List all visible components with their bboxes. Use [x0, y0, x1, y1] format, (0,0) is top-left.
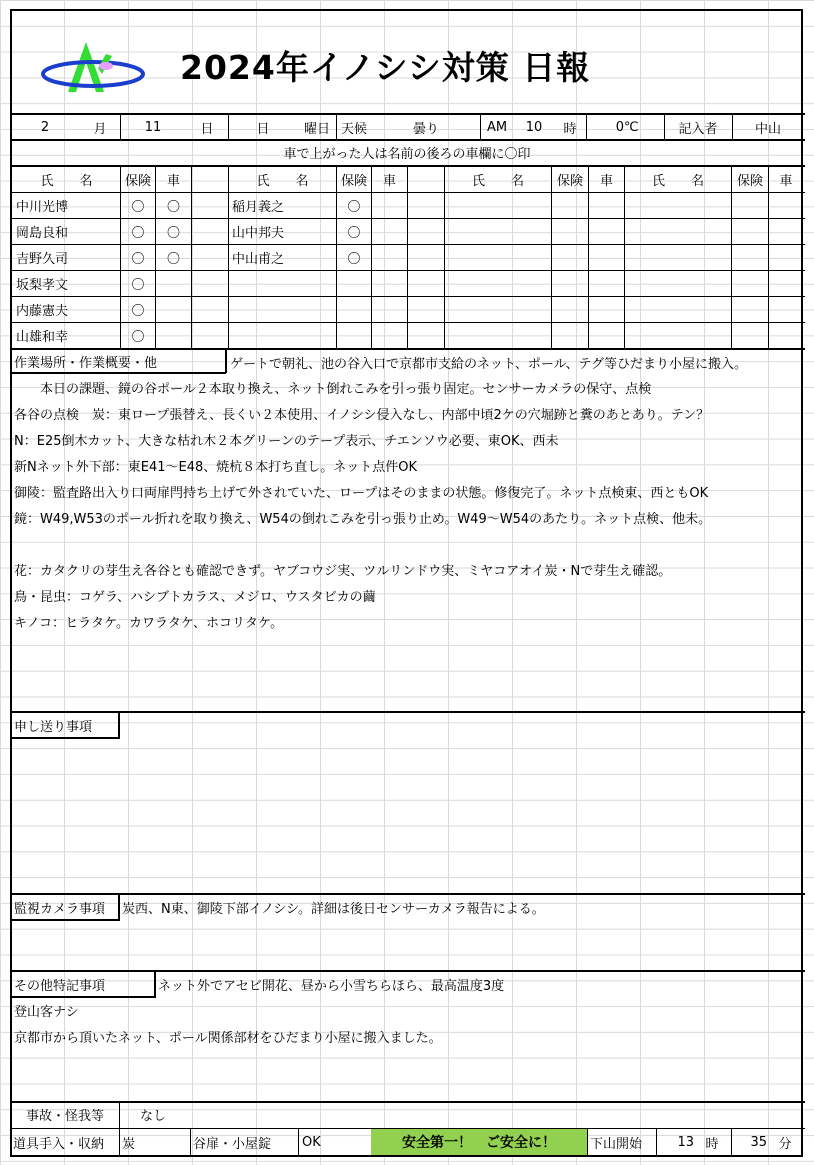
member-insurance-mark[interactable]: 〇 [131, 278, 145, 293]
descent-minute[interactable]: 35 [750, 1134, 767, 1150]
other-line-2[interactable]: 登山客ナシ [14, 1004, 79, 1020]
work-note-line[interactable]: 各谷の点検 炭：東ロープ張替え、長くい２本使用、イノシシ侵入なし、内部中頃2ケの穴堀跡と糞のあとあり。テン？ [14, 407, 710, 423]
member-name[interactable]: 岡島良和 [16, 226, 69, 241]
descent-label: 下山開始 [590, 1136, 643, 1152]
camera-notes[interactable]: 炭西、N東、御陵下部イノシシ。詳細は後日センサーカメラ報告による。 [122, 901, 545, 917]
work-note-line[interactable]: 花：カタクリの芽生え各谷とも確認できず。ヤブコウジ実、ツルリンドウ実、ミヤコアオイ炭・Nで芽生え確認。 [14, 563, 672, 579]
day-unit: 日 [200, 121, 214, 137]
descent-minute-unit: 分 [778, 1136, 792, 1152]
weekday-value[interactable]: 日 [256, 121, 270, 137]
member-car-mark[interactable] [157, 297, 190, 322]
member-name[interactable]: 中川光博 [16, 200, 69, 215]
ampm-value[interactable]: AM [486, 119, 508, 135]
name-column-header: 氏 名 [40, 174, 93, 189]
recorder-value[interactable]: 中山 [754, 121, 781, 137]
other-line-3[interactable]: 京都市から頂いたネット、ポール関係部材をひだまり小屋に搬入ました。 [14, 1030, 442, 1046]
member-name[interactable]: 吉野久司 [16, 252, 69, 267]
gate-value[interactable]: OK [302, 1134, 321, 1150]
accident-label: 事故・怪我等 [25, 1109, 104, 1124]
camera-label: 監視カメラ事項 [14, 901, 106, 917]
insurance-column-header: 保険 [340, 174, 367, 189]
temperature-value[interactable]: 0 [615, 119, 624, 135]
member-name[interactable]: 坂梨孝文 [16, 278, 69, 293]
hour-value[interactable]: 10 [525, 119, 543, 135]
car-column-header: 車 [382, 174, 396, 189]
work-note-line[interactable]: 鏡：W49,W53のポール折れを取り換え、W54の倒れこみを引っ張り止め。W49～W54のあたり。ネット点検、他未。 [14, 511, 712, 527]
member-insurance-mark[interactable]: 〇 [131, 330, 145, 345]
member-car-mark[interactable]: 〇 [166, 200, 180, 215]
member-car-mark[interactable] [373, 193, 406, 218]
member-car-mark[interactable] [157, 271, 190, 296]
car-column-header: 車 [599, 174, 613, 189]
member-insurance-mark[interactable]: 〇 [131, 252, 145, 267]
insurance-column-header: 保険 [736, 174, 763, 189]
descent-hour-unit: 時 [705, 1136, 719, 1152]
member-insurance-mark[interactable]: 〇 [347, 252, 361, 267]
other-line-1[interactable]: ネット外でアセビ開花、昼から小雪ちらほら、最高温度3度 [158, 978, 505, 994]
hour-unit: 時 [563, 121, 577, 137]
work-note-line[interactable] [14, 531, 800, 555]
work-note-line[interactable]: N：E25倒木カット、大きな枯れ木２本グリーンのテープ表示、チエンソウ必要、東OK、西未 [14, 433, 559, 449]
recorder-label: 記入者 [678, 121, 718, 137]
member-insurance-mark[interactable]: 〇 [347, 200, 361, 215]
member-car-mark[interactable] [373, 219, 406, 244]
day-value[interactable]: 11 [144, 119, 162, 135]
triangle-orbit-logo [40, 36, 146, 96]
work-note-line[interactable]: 本日の課題、鏡の谷ポール２本取り換え、ネット倒れこみを引っ張り固定。センサーカメラの保守、点検 [14, 381, 652, 397]
gate-label: 谷扉・小屋錠 [193, 1136, 272, 1152]
member-insurance-mark[interactable]: 〇 [131, 200, 145, 215]
insurance-column-header: 保険 [556, 174, 583, 189]
member-name[interactable]: 稲月義之 [232, 200, 285, 215]
work-note-line[interactable]: 鳥・昆虫：コゲラ、ハシブトカラス、メジロ、ウスタビカの繭 [14, 589, 376, 605]
car-column-header: 車 [166, 174, 180, 189]
other-label: その他特記事項 [14, 978, 106, 994]
month-value[interactable]: 2 [40, 119, 50, 135]
weather-label: 天候 [340, 121, 367, 137]
insurance-column-header: 保険 [124, 174, 151, 189]
month-unit: 月 [93, 121, 107, 137]
tools-label: 道具手入・収納 [13, 1136, 105, 1152]
work-label: 作業場所・作業概要・他 [14, 356, 158, 371]
safety-banner: 安全第一！ ご安全に！ [371, 1129, 587, 1155]
member-insurance-mark[interactable]: 〇 [131, 304, 145, 319]
temperature-unit: ℃ [624, 119, 639, 135]
member-name[interactable]: 内藤憲夫 [16, 304, 69, 319]
member-car-mark[interactable]: 〇 [166, 226, 180, 241]
weather-value[interactable]: 曇り [412, 121, 439, 137]
weekday-label: 曜日 [303, 121, 330, 137]
page-title: 2024年イノシシ対策 日報 [180, 48, 591, 87]
accident-value[interactable]: なし [140, 1109, 167, 1124]
work-note-line[interactable]: キノコ：ヒラタケ。カワラタケ、ホコリタケ。 [14, 615, 284, 631]
member-insurance-mark[interactable]: 〇 [131, 226, 145, 241]
descent-hour[interactable]: 13 [677, 1134, 694, 1150]
car-notice: 車で上がった人は名前の後ろの車欄に〇印 [283, 147, 531, 162]
member-insurance-mark[interactable]: 〇 [347, 226, 361, 241]
work-note-line[interactable]: 新Nネット外下部：東E41～E48、焼杭８本打ち直し。ネット点件OK [14, 459, 417, 475]
name-column-header: 氏 名 [256, 174, 309, 189]
member-car-mark[interactable]: 〇 [166, 252, 180, 267]
member-car-mark[interactable] [157, 323, 190, 348]
car-column-header: 車 [779, 174, 793, 189]
tools-value[interactable]: 炭 [122, 1136, 136, 1152]
work-note-line[interactable]: 御陵：監査路出入り口両扉閂持ち上げて外されていた、ロープはそのままの状態。修復完了。ネット点検東、西ともOK [14, 485, 709, 501]
handover-label: 申し送り事項 [14, 719, 93, 735]
member-name[interactable]: 山雄和幸 [16, 330, 69, 345]
member-name[interactable]: 中山甫之 [232, 252, 285, 267]
name-column-header: 氏 名 [471, 174, 524, 189]
work-note-line[interactable]: ゲートで朝礼、池の谷入口で京都市支給のネット、ポール、テグ等ひだまり小屋に搬入。 [230, 356, 748, 372]
name-column-header: 氏 名 [651, 174, 704, 189]
member-car-mark[interactable] [373, 245, 406, 270]
member-name[interactable]: 山中邦夫 [232, 226, 285, 241]
